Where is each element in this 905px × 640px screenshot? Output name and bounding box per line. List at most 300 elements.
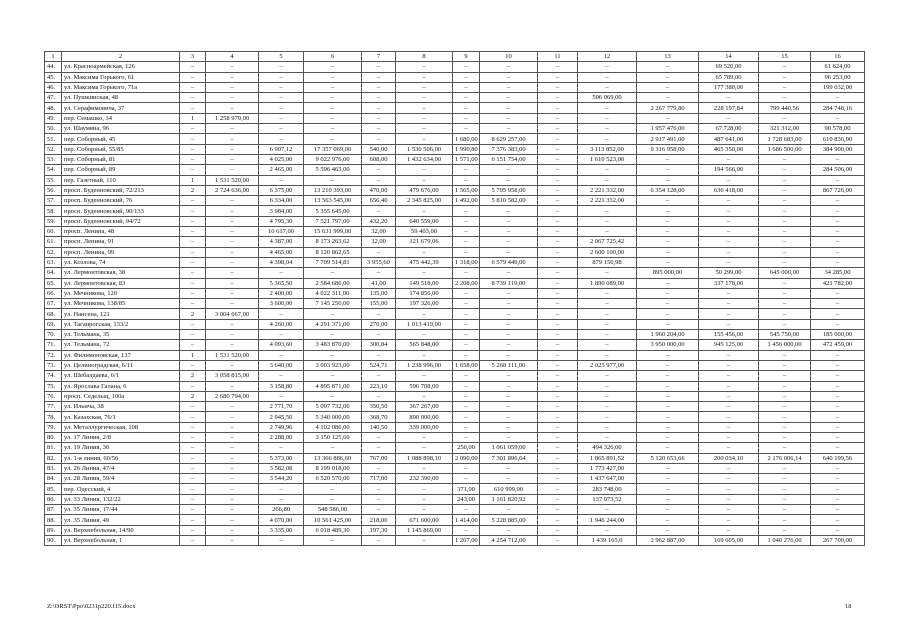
value-cell: – [396, 165, 453, 175]
value-cell: – [811, 432, 865, 442]
value-cell: – [699, 412, 759, 422]
value-cell: – [699, 227, 759, 237]
table-row [45, 309, 865, 319]
table-row [45, 165, 865, 175]
value-cell: 524,71 [362, 360, 396, 370]
row-number-cell: 50. [45, 124, 62, 134]
value-cell: – [206, 402, 259, 412]
value-cell: – [538, 62, 578, 72]
value-cell: – [538, 402, 578, 412]
value-cell: 13 366 886,60 [304, 453, 362, 463]
column-header: 15 [759, 52, 811, 62]
value-cell: – [637, 525, 699, 535]
value-cell: – [578, 165, 637, 175]
address-cell: ул. Верхнебольная, 14/90 [62, 525, 180, 535]
column-header: 2 [62, 52, 180, 62]
value-cell: – [362, 535, 396, 545]
value-cell: 65 789,00 [699, 72, 759, 82]
value-cell: – [538, 196, 578, 206]
column-header: 12 [578, 52, 637, 62]
value-cell: 5 596 463,00 [304, 165, 362, 175]
value-cell: – [180, 484, 206, 494]
value-cell: – [811, 360, 865, 370]
value-cell: – [453, 268, 480, 278]
value-cell: – [304, 62, 362, 72]
value-cell: – [453, 124, 480, 134]
value-cell: – [538, 206, 578, 216]
value-cell: 4 025,00 [259, 154, 304, 164]
table-row [45, 216, 865, 226]
address-cell: просп. Ленина, 99 [62, 247, 180, 257]
value-cell: 350,50 [362, 402, 396, 412]
column-header: 14 [699, 52, 759, 62]
value-cell: – [362, 62, 396, 72]
value-cell: 17 357 069,00 [304, 144, 362, 154]
value-cell: – [206, 124, 259, 134]
table-row [45, 175, 865, 185]
value-cell: – [304, 391, 362, 401]
value-cell: 4 387,00 [259, 237, 304, 247]
column-header: 6 [304, 52, 362, 62]
value-cell: – [206, 196, 259, 206]
value-cell: – [637, 391, 699, 401]
column-header: 1 [45, 52, 62, 62]
value-cell: – [811, 93, 865, 103]
column-header: 8 [396, 52, 453, 62]
value-cell: – [453, 93, 480, 103]
value-cell: – [538, 494, 578, 504]
value-cell: – [811, 505, 865, 515]
value-cell: – [637, 227, 699, 237]
value-cell: – [578, 113, 637, 123]
value-cell: – [206, 463, 259, 473]
value-cell: – [180, 206, 206, 216]
value-cell: – [259, 309, 304, 319]
value-cell: – [637, 175, 699, 185]
value-cell: 337 178,00 [699, 278, 759, 288]
value-cell: – [480, 391, 538, 401]
value-cell: – [699, 505, 759, 515]
value-cell: 1 318,00 [453, 257, 480, 267]
value-cell: 15 631 999,00 [304, 227, 362, 237]
value-cell: 371,00 [453, 484, 480, 494]
value-cell: 149 518,00 [396, 278, 453, 288]
value-cell: – [538, 391, 578, 401]
table-row [45, 278, 865, 288]
table-row [45, 257, 865, 267]
value-cell: – [453, 62, 480, 72]
value-cell: 1 161 820,92 [480, 494, 538, 504]
value-cell: 384 900,00 [811, 144, 865, 154]
value-cell: – [480, 474, 538, 484]
value-cell: – [180, 453, 206, 463]
value-cell: – [180, 494, 206, 504]
value-cell: – [811, 206, 865, 216]
value-cell: – [538, 175, 578, 185]
value-cell: – [578, 422, 637, 432]
value-cell: – [538, 93, 578, 103]
value-cell: – [453, 381, 480, 391]
row-number-cell: 54. [45, 165, 62, 175]
value-cell: – [637, 494, 699, 504]
value-cell: 1 [180, 113, 206, 123]
value-cell: – [206, 72, 259, 82]
value-cell: – [304, 535, 362, 545]
value-cell: – [578, 216, 637, 226]
value-cell: 1 040 276,00 [759, 535, 811, 545]
value-cell: – [259, 535, 304, 545]
value-cell: 2 208,00 [453, 278, 480, 288]
value-cell: – [206, 134, 259, 144]
value-cell: – [637, 371, 699, 381]
value-cell: – [637, 484, 699, 494]
value-cell: – [699, 309, 759, 319]
value-cell: 194 566,00 [699, 165, 759, 175]
value-cell: – [206, 515, 259, 525]
value-cell: 174 856,00 [396, 288, 453, 298]
value-cell: – [259, 443, 304, 453]
value-cell: – [396, 505, 453, 515]
value-cell: – [699, 93, 759, 103]
data-table [44, 51, 865, 546]
row-number-cell: 70. [45, 330, 62, 340]
value-cell: – [538, 525, 578, 535]
value-cell: – [699, 216, 759, 226]
value-cell: – [811, 515, 865, 525]
value-cell: – [811, 412, 865, 422]
value-cell: – [538, 82, 578, 92]
value-cell: – [538, 216, 578, 226]
value-cell: 6 354 128,00 [637, 185, 699, 195]
value-cell: 2 962 887,00 [637, 535, 699, 545]
value-cell: 1 890 089,00 [578, 278, 637, 288]
value-cell: 121 679,06 [396, 237, 453, 247]
address-cell: ул. Нансена, 121 [62, 309, 180, 319]
value-cell: – [180, 412, 206, 422]
value-cell: – [259, 124, 304, 134]
value-cell: – [811, 350, 865, 360]
value-cell: – [453, 309, 480, 319]
value-cell: – [578, 309, 637, 319]
value-cell: 506 069,00 [578, 93, 637, 103]
value-cell: – [538, 268, 578, 278]
value-cell: – [538, 278, 578, 288]
value-cell: – [538, 72, 578, 82]
value-cell: 3 544,20 [259, 474, 304, 484]
value-cell: – [180, 62, 206, 72]
value-cell: 13 210 393,00 [304, 185, 362, 195]
value-cell: 3 150 125,60 [304, 432, 362, 442]
value-cell: – [206, 360, 259, 370]
column-header: 16 [811, 52, 865, 62]
value-cell: 895 000,00 [637, 268, 699, 278]
value-cell: – [699, 299, 759, 309]
value-cell: – [480, 268, 538, 278]
value-cell: 155 456,00 [699, 330, 759, 340]
address-cell: ул. Шебалдаева, 6/1 [62, 371, 180, 381]
value-cell: – [206, 206, 259, 216]
value-cell: – [453, 72, 480, 82]
value-cell: – [396, 535, 453, 545]
value-cell: – [362, 463, 396, 473]
value-cell: – [206, 288, 259, 298]
value-cell: – [180, 535, 206, 545]
value-cell: 2 600 100,00 [578, 247, 637, 257]
value-cell: – [538, 144, 578, 154]
value-cell: – [699, 391, 759, 401]
value-cell: – [811, 257, 865, 267]
value-cell: 4 465,00 [259, 247, 304, 257]
row-number-cell: 82. [45, 453, 62, 463]
row-number-cell: 60. [45, 227, 62, 237]
value-cell: – [759, 93, 811, 103]
value-cell: – [480, 412, 538, 422]
value-cell: – [637, 309, 699, 319]
value-cell: – [811, 422, 865, 432]
value-cell: 6 520 570,00 [304, 474, 362, 484]
value-cell: – [206, 525, 259, 535]
value-cell: – [480, 216, 538, 226]
value-cell: – [362, 371, 396, 381]
value-cell: 300,84 [362, 340, 396, 350]
value-cell: – [759, 247, 811, 257]
value-cell: – [538, 113, 578, 123]
value-cell: – [538, 340, 578, 350]
value-cell: – [811, 484, 865, 494]
table-row [45, 360, 865, 370]
value-cell: – [578, 62, 637, 72]
value-cell: – [206, 412, 259, 422]
value-cell: – [206, 154, 259, 164]
value-cell: 6 151 754,00 [480, 154, 538, 164]
value-cell: 8 173 263,62 [304, 237, 362, 247]
value-cell: 890 000,00 [396, 412, 453, 422]
value-cell: – [206, 216, 259, 226]
value-cell: – [699, 350, 759, 360]
value-cell: 7 709 514,81 [304, 257, 362, 267]
value-cell: – [180, 525, 206, 535]
value-cell: – [538, 474, 578, 484]
address-cell: ул. 35 Линия, 17/44 [62, 505, 180, 515]
value-cell: – [206, 227, 259, 237]
value-cell: – [180, 257, 206, 267]
value-cell: – [304, 124, 362, 134]
value-cell: – [578, 103, 637, 113]
value-cell: – [637, 278, 699, 288]
value-cell: – [538, 443, 578, 453]
value-cell: 50 299,00 [699, 268, 759, 278]
value-cell: – [453, 299, 480, 309]
value-cell: 96 253,00 [811, 72, 865, 82]
address-cell: ул. Пушкинская, 48 [62, 93, 180, 103]
table-row [45, 402, 865, 412]
value-cell: – [811, 371, 865, 381]
value-cell: – [578, 124, 637, 134]
value-cell: – [180, 402, 206, 412]
value-cell: – [538, 288, 578, 298]
value-cell: – [759, 72, 811, 82]
table-row [45, 494, 865, 504]
value-cell: 2 917 491,00 [637, 134, 699, 144]
value-cell: – [180, 360, 206, 370]
table-row [45, 453, 865, 463]
value-cell: – [362, 165, 396, 175]
value-cell: 5 795 958,00 [480, 185, 538, 195]
value-cell: – [480, 237, 538, 247]
row-number-cell: 57. [45, 196, 62, 206]
value-cell: – [180, 237, 206, 247]
value-cell: 266,80 [259, 505, 304, 515]
value-cell: 1 258 979,00 [206, 113, 259, 123]
value-cell: 223,10 [362, 381, 396, 391]
table-body [45, 52, 865, 546]
row-number-cell: 59. [45, 216, 62, 226]
value-cell: – [811, 216, 865, 226]
value-cell: – [480, 175, 538, 185]
value-cell: 545 750,00 [759, 330, 811, 340]
value-cell: – [206, 144, 259, 154]
value-cell: – [206, 247, 259, 257]
value-cell: 6 579 449,00 [480, 257, 538, 267]
value-cell: – [304, 484, 362, 494]
value-cell: 2 267 779,80 [637, 103, 699, 113]
table-row [45, 515, 865, 525]
value-cell: – [538, 505, 578, 515]
value-cell: 2 176 006,14 [759, 453, 811, 463]
value-cell: 5 120 653,66 [637, 453, 699, 463]
value-cell: – [396, 82, 453, 92]
value-cell: 6 375,00 [259, 185, 304, 195]
row-number-cell: 83. [45, 463, 62, 473]
table-row [45, 443, 865, 453]
value-cell: – [206, 268, 259, 278]
value-cell: – [453, 82, 480, 92]
data-table-container [44, 51, 864, 546]
value-cell: – [538, 185, 578, 195]
address-cell: просп. Седельщ, 100а [62, 391, 180, 401]
value-cell: – [578, 319, 637, 329]
value-cell: – [480, 525, 538, 535]
value-cell: 137 073,52 [578, 494, 637, 504]
value-cell: 1 414,00 [453, 515, 480, 525]
value-cell: – [362, 247, 396, 257]
value-cell: – [453, 474, 480, 484]
value-cell: – [637, 62, 699, 72]
row-number-cell: 58. [45, 206, 62, 216]
value-cell: 5 365,50 [259, 278, 304, 288]
value-cell: – [304, 350, 362, 360]
value-cell: – [538, 360, 578, 370]
value-cell: – [578, 330, 637, 340]
value-cell: 465 350,00 [699, 144, 759, 154]
column-header: 9 [453, 52, 480, 62]
address-cell: просп. Ленина, 48 [62, 227, 180, 237]
value-cell: – [637, 288, 699, 298]
address-cell: ул. Таганрогская, 133/2 [62, 319, 180, 329]
value-cell: – [538, 124, 578, 134]
value-cell: 7 145 250,00 [304, 299, 362, 309]
value-cell: 1 439 165,0 [578, 535, 637, 545]
value-cell: – [480, 124, 538, 134]
value-cell: 2 [180, 309, 206, 319]
value-cell: 368,70 [362, 412, 396, 422]
value-cell: 432,20 [362, 216, 396, 226]
column-header: 3 [180, 52, 206, 62]
value-cell: 3 984,00 [259, 206, 304, 216]
value-cell: – [304, 93, 362, 103]
table-row [45, 103, 865, 113]
value-cell: – [453, 237, 480, 247]
value-cell: – [259, 494, 304, 504]
value-cell: – [759, 463, 811, 473]
value-cell: – [396, 494, 453, 504]
value-cell: 4 260,00 [259, 319, 304, 329]
row-number-cell: 64. [45, 268, 62, 278]
column-header: 10 [480, 52, 538, 62]
table-row [45, 247, 865, 257]
value-cell: – [538, 227, 578, 237]
value-cell: – [759, 360, 811, 370]
value-cell: 34 285,00 [811, 268, 865, 278]
value-cell: – [637, 113, 699, 123]
column-header: 13 [637, 52, 699, 62]
value-cell: 243,00 [453, 494, 480, 504]
value-cell: – [206, 237, 259, 247]
value-cell: – [759, 196, 811, 206]
value-cell: – [453, 247, 480, 257]
value-cell: 2 724 636,00 [206, 185, 259, 195]
value-cell: – [304, 175, 362, 185]
value-cell: – [180, 463, 206, 473]
value-cell: – [811, 474, 865, 484]
value-cell: – [759, 505, 811, 515]
value-cell: – [578, 288, 637, 298]
value-cell: – [453, 175, 480, 185]
value-cell: 197,30 [362, 525, 396, 535]
value-cell: – [206, 535, 259, 545]
value-cell: – [453, 402, 480, 412]
value-cell: 2 025 977,00 [578, 360, 637, 370]
value-cell: – [538, 154, 578, 164]
value-cell: – [480, 309, 538, 319]
value-cell: – [453, 216, 480, 226]
row-number-cell: 84. [45, 474, 62, 484]
value-cell: – [304, 309, 362, 319]
table-row [45, 371, 865, 381]
value-cell: – [578, 402, 637, 412]
value-cell: – [637, 237, 699, 247]
value-cell: – [811, 402, 865, 412]
value-cell: 6 907,12 [259, 144, 304, 154]
value-cell: – [637, 82, 699, 92]
value-cell: 1 [180, 350, 206, 360]
row-number-cell: 77. [45, 402, 62, 412]
value-cell: – [699, 515, 759, 525]
value-cell: – [699, 402, 759, 412]
value-cell: – [362, 443, 396, 453]
value-cell: – [578, 227, 637, 237]
value-cell: – [759, 227, 811, 237]
value-cell: – [180, 82, 206, 92]
value-cell: – [538, 463, 578, 473]
value-cell: – [480, 402, 538, 412]
value-cell: 3 003 923,00 [304, 360, 362, 370]
row-number-cell: 85. [45, 484, 62, 494]
value-cell: 32,00 [362, 227, 396, 237]
table-row [45, 299, 865, 309]
row-number-cell: 88. [45, 515, 62, 525]
value-cell: 4 093,60 [259, 340, 304, 350]
